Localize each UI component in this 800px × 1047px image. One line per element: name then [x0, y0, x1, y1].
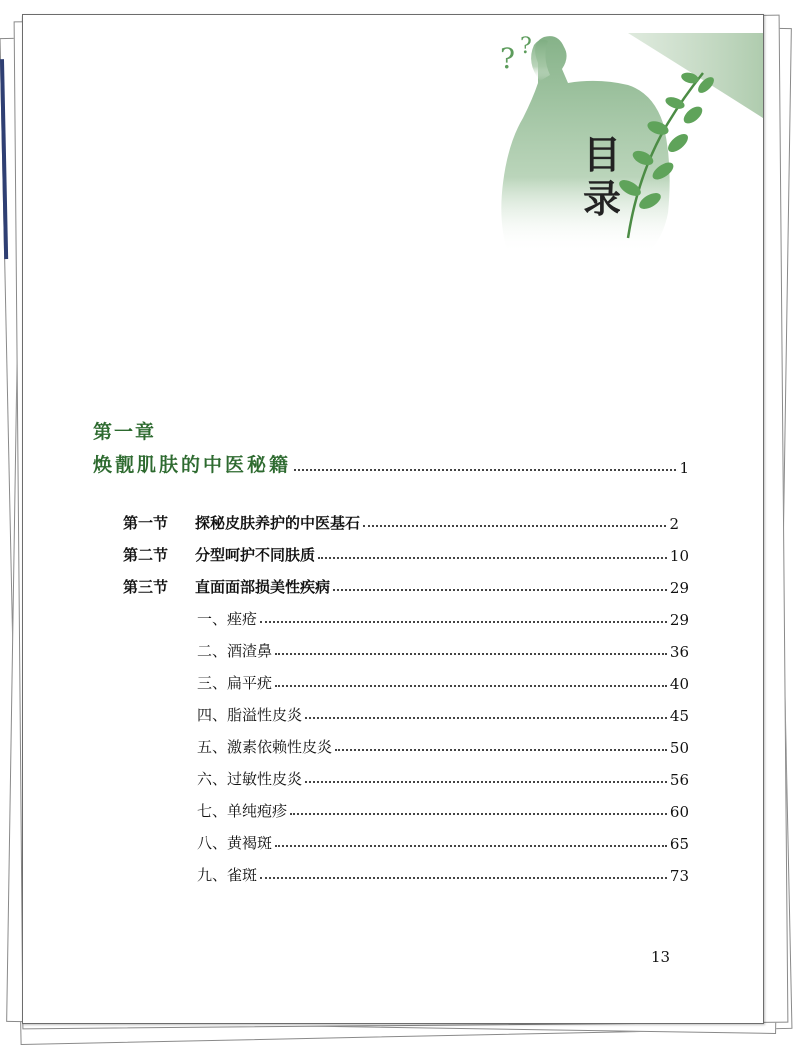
- document-page: [22, 14, 764, 1024]
- dot-leader: [305, 716, 667, 719]
- toc-section-entry[interactable]: [123, 575, 689, 597]
- toc-item-entry[interactable]: [197, 863, 689, 885]
- toc-item-entry[interactable]: [197, 703, 689, 725]
- page-number: 2: [669, 515, 679, 533]
- chapter-label: 第一章: [93, 421, 157, 443]
- page-number: 40: [669, 675, 689, 693]
- page-title: 目录: [582, 132, 623, 221]
- toc-item-entry[interactable]: [197, 639, 689, 661]
- item-title: 八、黄褐斑: [197, 834, 273, 852]
- section-label: 第一节: [123, 514, 169, 532]
- dot-leader: [275, 652, 667, 655]
- item-title: 五、激素依赖性皮炎: [197, 738, 333, 756]
- dot-leader: [305, 780, 667, 783]
- dot-leader: [363, 524, 666, 527]
- section-title: 探秘皮肤养护的中医基石: [195, 514, 361, 532]
- dot-leader: [260, 876, 667, 879]
- page-number: 73: [669, 867, 689, 885]
- section-title: 分型呵护不同肤质: [195, 546, 316, 564]
- toc-item-entry[interactable]: [197, 767, 689, 789]
- question-mark-icon: ?: [500, 42, 516, 75]
- question-mark-icon: ?: [520, 34, 532, 59]
- item-title: 六、过敏性皮炎: [197, 770, 303, 788]
- item-title: 七、单纯疱疹: [197, 802, 288, 820]
- toc-item-entry[interactable]: [197, 607, 689, 629]
- section-label: 第三节: [123, 578, 169, 596]
- item-title: 九、雀斑: [197, 866, 258, 884]
- dot-leader: [275, 844, 667, 847]
- item-title: 一、痤疮: [197, 610, 258, 628]
- dot-leader: [318, 556, 667, 559]
- dot-leader: [260, 620, 667, 623]
- dot-leader: [333, 588, 667, 591]
- folio-page-number: 13: [651, 948, 671, 966]
- chapter-title: 焕靓肌肤的中医秘籍: [93, 454, 292, 476]
- toc-section-entry[interactable]: [123, 511, 679, 533]
- toc-item-entry[interactable]: [197, 831, 689, 853]
- toc-item-entry[interactable]: [197, 735, 689, 757]
- section-label: 第二节: [123, 546, 169, 564]
- page-number: 29: [669, 611, 689, 629]
- dot-leader: [294, 468, 676, 471]
- dot-leader: [335, 748, 667, 751]
- page-number: 10: [669, 547, 689, 565]
- dot-leader: [290, 812, 667, 815]
- page-number: 56: [669, 771, 689, 789]
- page-number: 60: [669, 803, 689, 821]
- page-number: 45: [669, 707, 689, 725]
- section-title: 直面面部损美性疾病: [195, 578, 331, 596]
- item-title: 三、扁平疣: [197, 674, 273, 692]
- page-number: 29: [669, 579, 689, 597]
- page-number: 50: [669, 739, 689, 757]
- toc-item-entry[interactable]: [197, 799, 689, 821]
- sheet-edge: [0, 59, 8, 259]
- toc-chapter-entry[interactable]: [93, 451, 689, 477]
- item-title: 四、脂溢性皮炎: [197, 706, 303, 724]
- page-number: 36: [669, 643, 689, 661]
- toc-section-entry[interactable]: [123, 543, 689, 565]
- page-number: 65: [669, 835, 689, 853]
- item-title: 二、酒渣鼻: [197, 642, 273, 660]
- toc-item-entry[interactable]: [197, 671, 689, 693]
- page-number: 1: [679, 459, 689, 477]
- dot-leader: [275, 684, 667, 687]
